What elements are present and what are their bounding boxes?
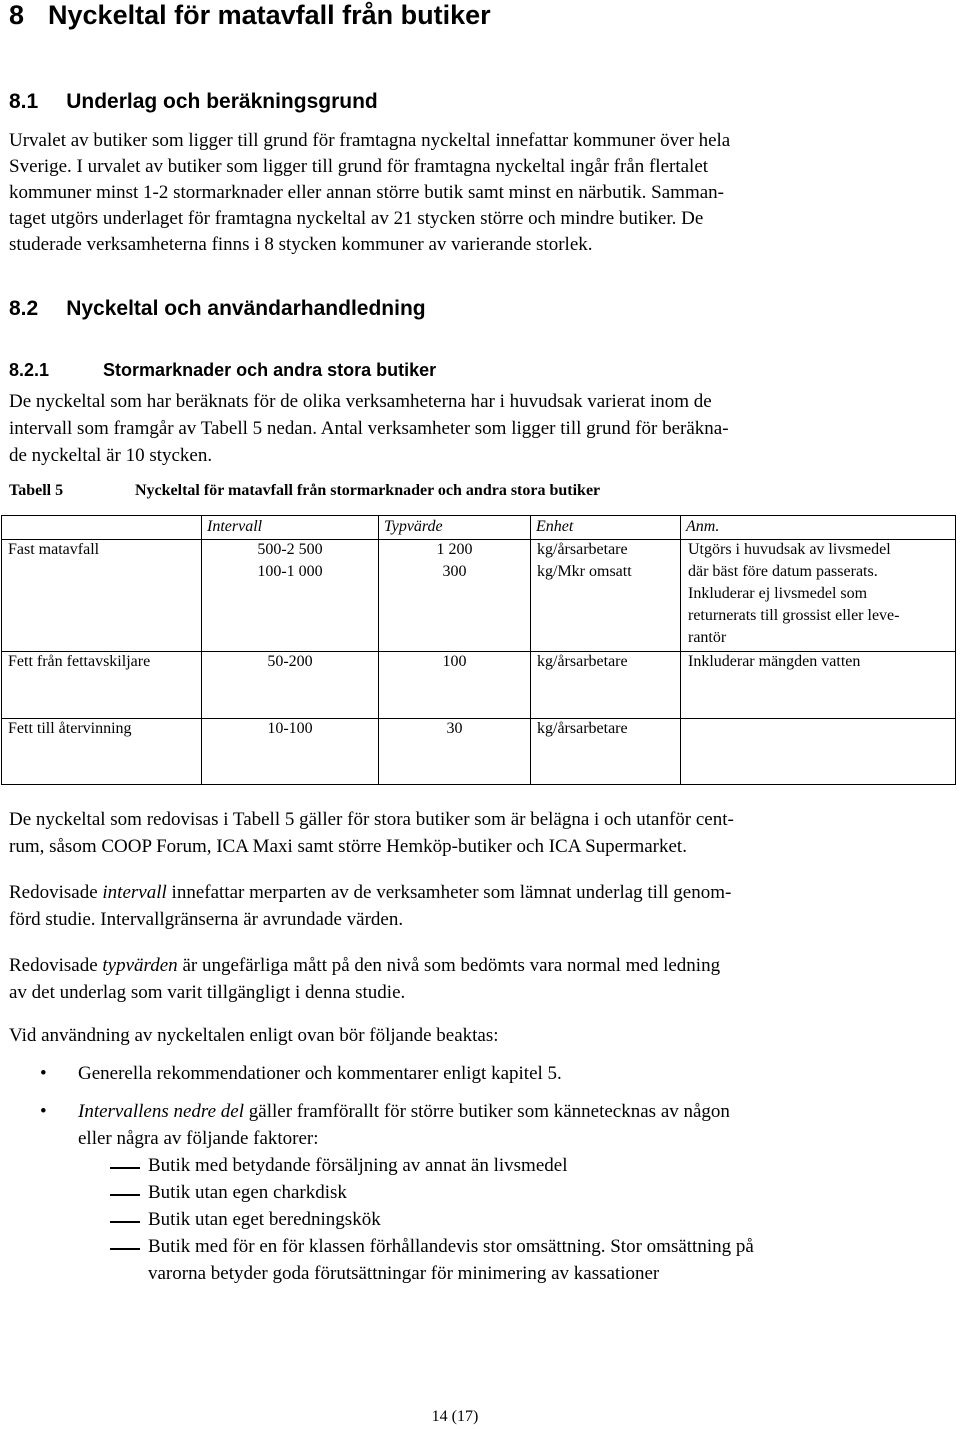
- cell-intervall: 500-2 500: [257, 541, 323, 558]
- text-run: Redovisade: [9, 955, 103, 976]
- section-number: 8.2.1: [9, 360, 50, 380]
- section-title: Underlag och beräkningsgrund: [66, 90, 378, 113]
- bullet-item: Generella rekommendationer och kommentarer enligt kapitel 5.: [78, 1063, 562, 1084]
- dash-item: Butik med betydande försäljning av annat än livsmedel: [148, 1155, 568, 1176]
- bullet-item-continuation: eller några av följande faktorer:: [78, 1128, 319, 1149]
- body-line: [9, 882, 731, 904]
- cell-anm: Inkluderar mängden vatten: [688, 653, 861, 670]
- bullet-icon: •: [40, 1063, 47, 1084]
- body-line: De nyckeltal som har beräknats för de olika verksamheterna har i huvudsak varierat inom de: [9, 391, 712, 412]
- cell-typvarde: 30: [446, 720, 463, 737]
- table-rule: [1, 718, 956, 719]
- chapter-number: 8: [9, 0, 25, 30]
- section-number: 8.2: [9, 297, 39, 320]
- dash-icon: [110, 1194, 140, 1196]
- body-line: De nyckeltal som redovisas i Tabell 5 gäller för stora butiker som är belägna i och utanför cent-: [9, 809, 734, 830]
- table-rule: [680, 515, 681, 785]
- table-caption-label: Tabell 5: [9, 482, 64, 499]
- row-name: Fast matavfall: [8, 541, 100, 558]
- body-line: studerade verksamheterna finns i 8 stycken kommuner av varierande storlek.: [9, 234, 593, 255]
- cell-enhet: kg/årsarbetare: [537, 653, 628, 670]
- cell-anm: Inkluderar ej livsmedel som: [688, 585, 868, 602]
- emphasis-intervallens: Intervallens nedre del: [78, 1101, 245, 1122]
- cell-anm: rantör: [688, 629, 727, 646]
- body-line: Urvalet av butiker som ligger till grund för framtagna nyckeltal innefattar kommuner över hela: [9, 130, 731, 151]
- dash-icon: [110, 1221, 140, 1223]
- text-run: Redovisade: [9, 882, 103, 903]
- cell-anm: returnerats till grossist eller leve-: [688, 607, 900, 624]
- table-rule: [1, 539, 956, 540]
- section-number: 8.1: [9, 90, 39, 113]
- table-caption-text: Nyckeltal för matavfall från stormarknader och andra stora butiker: [135, 482, 601, 499]
- cell-enhet: kg/årsarbetare: [537, 541, 628, 558]
- header-typvarde: Typvärde: [384, 518, 443, 535]
- body-line: förd studie. Intervallgränserna är avrundade värden.: [9, 909, 404, 930]
- header-enhet: Enhet: [536, 518, 574, 535]
- row-name: Fett till återvinning: [8, 720, 132, 737]
- cell-typvarde: 300: [442, 563, 467, 580]
- section-8-1-heading: [9, 90, 378, 114]
- text-run: gäller framförallt för större butiker som kännetecknas av någon: [244, 1101, 730, 1122]
- bullet-icon: •: [40, 1101, 47, 1122]
- page-number: 14 (17): [431, 1408, 479, 1425]
- cell-anm: Utgörs i huvudsak av livsmedel: [688, 541, 891, 558]
- cell-enhet: kg/årsarbetare: [537, 720, 628, 737]
- body-line: Vid användning av nyckeltalen enligt ovan bör följande beaktas:: [9, 1025, 499, 1046]
- body-line: [9, 955, 720, 977]
- section-8-2-heading: [9, 297, 426, 321]
- cell-typvarde: 100: [442, 653, 467, 670]
- text-run: innefattar merparten av de verksamheter som lämnat underlag till genom-: [166, 882, 732, 903]
- body-line: rum, såsom COOP Forum, ICA Maxi samt större Hemköp-butiker och ICA Supermarket.: [9, 836, 687, 857]
- header-intervall: Intervall: [207, 518, 263, 535]
- section-title: Nyckeltal och användarhandledning: [66, 297, 426, 320]
- chapter-heading: [9, 0, 491, 31]
- body-line: Sverige. I urvalet av butiker som ligger till grund för framtagna nyckeltal ingår från flertalet: [9, 156, 709, 177]
- table-rule: [530, 515, 531, 785]
- dash-item: Butik med för en för klassen förhållandevis stor omsättning. Stor omsättning på: [148, 1236, 754, 1257]
- dash-item: Butik utan egen charkdisk: [148, 1182, 347, 1203]
- table-rule: [1, 515, 956, 516]
- dash-item: Butik utan eget beredningskök: [148, 1209, 381, 1230]
- body-line: kommuner minst 1-2 stormarknader eller annan större butik samt minst en närbutik. Samman-: [9, 182, 724, 203]
- header-anm: Anm.: [686, 518, 720, 535]
- dash-icon: [110, 1167, 140, 1169]
- dash-icon: [110, 1248, 140, 1250]
- emphasis-intervall: intervall: [102, 882, 167, 903]
- table-rule: [955, 515, 956, 785]
- body-line: intervall som framgår av Tabell 5 nedan. Antal verksamheter som ligger till grund för beräkna-: [9, 418, 729, 439]
- row-name: Fett från fettavskiljare: [8, 653, 151, 670]
- table-rule: [1, 515, 2, 785]
- table-rule: [1, 651, 956, 652]
- cell-enhet: kg/Mkr omsatt: [537, 563, 632, 580]
- section-title: Stormarknader och andra stora butiker: [103, 360, 437, 380]
- cell-intervall: 100-1 000: [257, 563, 323, 580]
- chapter-title: Nyckeltal för matavfall från butiker: [48, 0, 491, 30]
- dash-item-continuation: varorna betyder goda förutsättningar för minimering av kassationer: [148, 1263, 660, 1284]
- text-run: är ungefärliga mått på den nivå som bedömts vara normal med ledning: [177, 955, 721, 976]
- emphasis-typvarden: typvärden: [102, 955, 178, 976]
- bullet-item: [78, 1101, 730, 1123]
- cell-intervall: 10-100: [267, 720, 313, 737]
- cell-typvarde: 1 200: [436, 541, 473, 558]
- body-line: de nyckeltal är 10 stycken.: [9, 445, 213, 466]
- section-8-2-1-heading: [9, 360, 436, 381]
- cell-anm: där bäst före datum passerats.: [688, 563, 878, 580]
- body-line: taget utgörs underlaget för framtagna nyckeltal av 21 stycken större och mindre butiker. De: [9, 208, 704, 229]
- table-rule: [1, 784, 956, 785]
- body-line: av det underlag som varit tillgängligt i denna studie.: [9, 982, 406, 1003]
- cell-intervall: 50-200: [267, 653, 313, 670]
